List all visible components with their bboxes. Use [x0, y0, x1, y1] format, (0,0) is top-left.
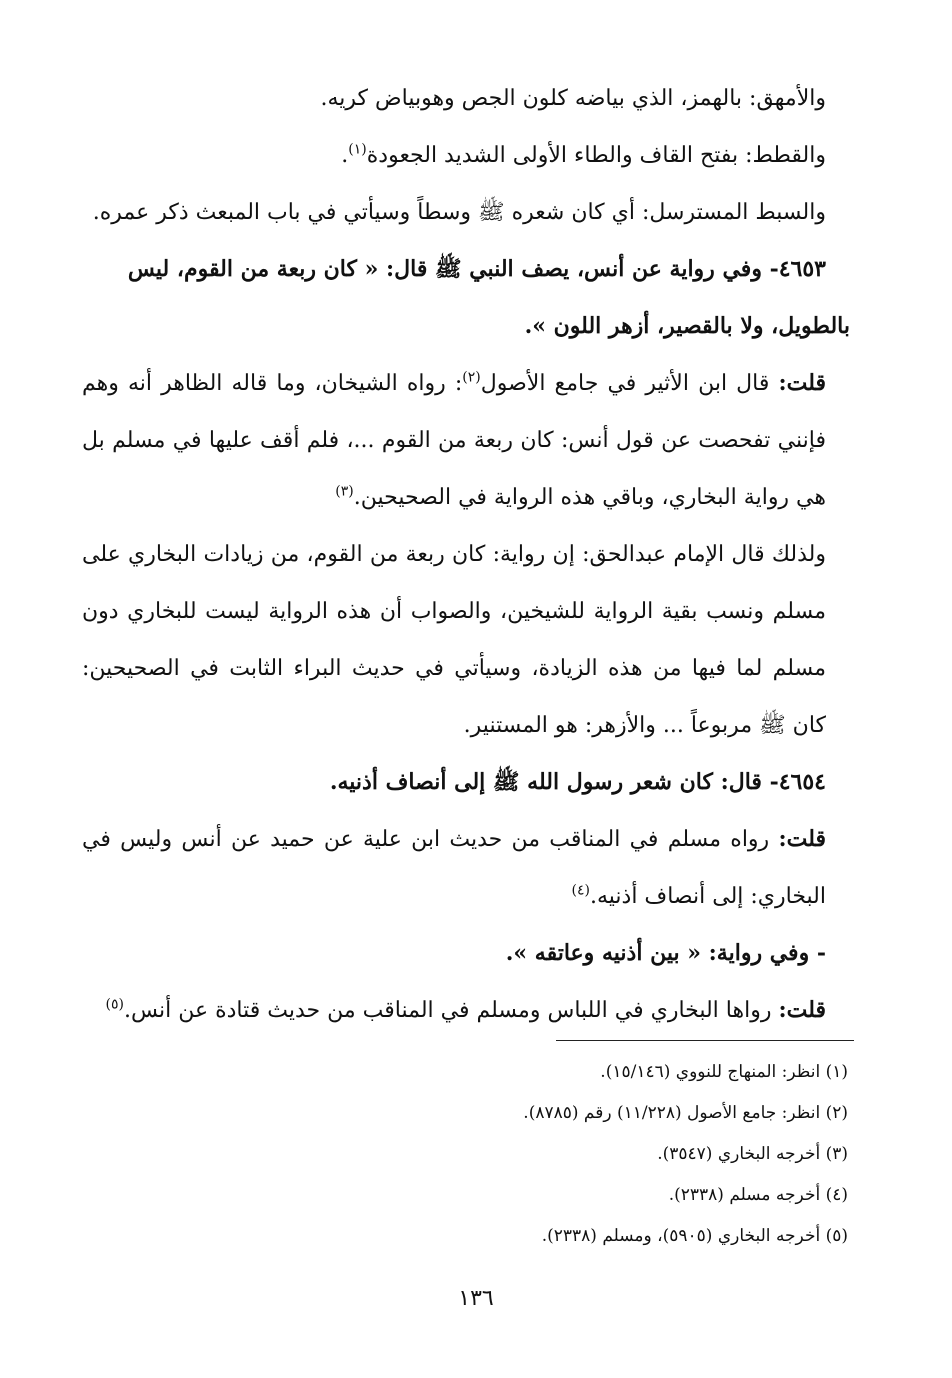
intro-line-3: والسبط المسترسل: أي كان شعره ﷺ وسطاً وسيأتي في باب المبعث ذكر عمره. — [92, 200, 826, 225]
qult-label: قلت: — [778, 826, 826, 852]
footnote-ref-2: (٢) — [462, 369, 481, 386]
riwaya-line: - وفي رواية: « بين أذنيه وعاتقه ». — [505, 940, 826, 966]
footnote-4: (٤) أخرجه مسلم (٢٣٣٨). — [668, 1185, 848, 1205]
hadith-4653 — [82, 241, 850, 355]
hadith-4653-line-2: بالطويل، ولا بالقصير، أزهر اللون ». — [524, 313, 850, 339]
intro-line-2: والقطط: بفتح القاف والطاء الأولى الشديد الجعودة$^{(١)}$. — [341, 141, 826, 168]
commentary-3: قلت: رواه مسلم في المناقب من حديث ابن علية عن حميد عن أنس وليس في البخاري: إلى أنصاف أذنيه.$^{(٤)}$ — [82, 826, 826, 909]
footnote-5: (٥) أخرجه البخاري (٥٩٠٥)، ومسلم (٢٣٣٨). — [541, 1226, 848, 1246]
qult-label: قلت: — [778, 370, 826, 396]
footnote-2: (٢) انظر: جامع الأصول (١١/٢٢٨) رقم (٨٧٨٥). — [523, 1103, 848, 1123]
commentary-1: قلت: قال ابن الأثير في جامع الأصول$^{(٢)}$: رواه الشيخان، وما قاله الظاهر أنه وهم فإنني تفحصت عن قول أنس: كان ربعة من القوم ...، فلم أقف عليها في مسلم بل هي رواية البخاري، وباقي هذه الرواية في الصحيحين.$^{(٣)}$ — [82, 369, 826, 510]
footnote-1: (١) انظر: المنهاج للنووي (١٥/١٤٦). — [600, 1062, 848, 1082]
commentary-4: قلت: رواها البخاري في اللباس ومسلم في المناقب من حديث قتادة عن أنس.$^{(٥)}$ — [105, 996, 826, 1023]
main-text — [82, 70, 850, 1039]
footnote-ref-4: (٤) — [571, 882, 590, 899]
page-number: ١٣٦ — [458, 1286, 494, 1311]
footnote-divider — [556, 1040, 854, 1041]
intro-line-1: والأمهق: بالهمز، الذي بياضه كلون الجص وهوبياض كريه. — [320, 86, 826, 111]
hadith-4654: ٤٦٥٤- قال: كان شعر رسول الله ﷺ إلى أنصاف أذنيه. — [329, 769, 826, 795]
footnote-ref-5: (٥) — [105, 996, 124, 1013]
qult-label: قلت: — [778, 997, 826, 1023]
footnote-3: (٣) أخرجه البخاري (٣٥٤٧). — [657, 1144, 848, 1164]
footnotes — [300, 1052, 848, 1257]
footnote-ref-3: (٣) — [335, 483, 354, 500]
commentary-2: ولذلك قال الإمام عبدالحق: إن رواية: كان ربعة من القوم، من زيادات البخاري على مسلم ونسب بقية الرواية للشيخين، والصواب أن هذه الرواية ليست للبخاري دون مسلم لما فيها من هذه الزيادة، وسيأتي في حديث البراء الثابت في الصحيحين: كان ﷺ مربوعاً ... والأزهر: هو المستنير. — [82, 542, 826, 738]
hadith-4653-line-1: ٤٦٥٣- وفي رواية عن أنس، يصف النبي ﷺ قال: « كان ربعة من القوم، ليس — [127, 256, 826, 282]
footnote-ref-1: (١) — [348, 141, 367, 158]
